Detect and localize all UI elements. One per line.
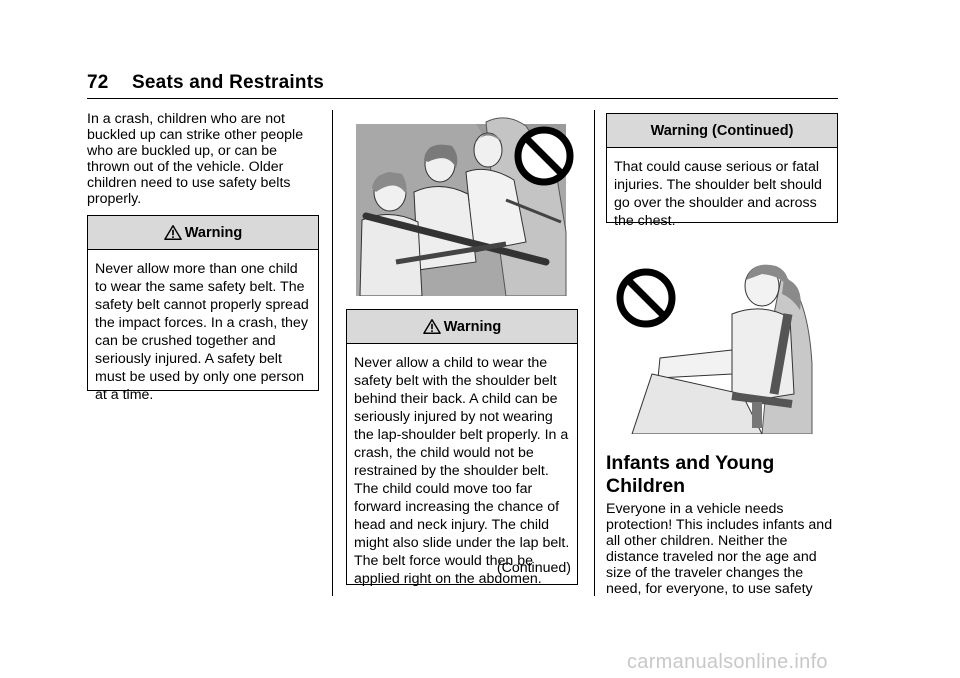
header-rule	[87, 98, 838, 99]
belt-behind-back-illustration	[612, 254, 818, 434]
body-paragraph: Everyone in a vehicle needs protection! This includes infants and all other children. Neither the distance traveled nor the age and size of the traveler changes the need, for everyone, to use safety	[606, 501, 833, 597]
warning-title: Warning	[443, 318, 502, 335]
warning-header	[607, 114, 837, 148]
warning-text: Never allow more than one child to wear the same safety belt. The safety belt cannot properly spread the impact forces. In a crash, they can be crushed together and seriously injured. A safety belt must be used by only one person at a time.	[95, 261, 309, 403]
section-title: Seats and Restraints	[132, 72, 324, 93]
section-heading: Infants and Young Children	[606, 452, 775, 497]
warning-title: Warning (Continued)	[650, 122, 794, 139]
warning-text: Never allow a child to wear the safety belt with the shoulder belt behind their back. A child can be seriously injured by not wearing the lap-shoulder belt properly. In a crash, the child would not be restrained by the shoulder belt. The child could move too far forward increasing the chance of head and neck injury. The child might also slide under the lap belt. The belt force would then be applied right on the abdomen.	[354, 355, 570, 587]
warning-title: Warning	[184, 224, 243, 241]
warning-triangle-icon	[423, 318, 441, 335]
page-number: 72	[87, 72, 109, 93]
warning-text: That could cause serious or fatal injuries. The shoulder belt should go over the shoulder and across the chest.	[614, 159, 822, 229]
warning-box-shared-belt	[87, 215, 319, 403]
warning-header	[88, 216, 318, 250]
intro-paragraph: In a crash, children who are not buckled up can strike other people who are buckled up, or can be thrown out of the vehicle. Older children need to use safety belts properly.	[87, 111, 304, 207]
watermark: carmanualsonline.info	[627, 651, 828, 673]
warning-triangle-icon	[164, 224, 182, 241]
page-header	[87, 72, 324, 94]
warning-box-belt-behind-back	[346, 309, 578, 585]
no-shared-belt-illustration	[356, 112, 578, 296]
warning-box-continued	[606, 113, 838, 229]
warning-header	[347, 310, 577, 344]
column-divider-1	[332, 110, 333, 596]
column-divider-2	[594, 110, 595, 596]
continued-label: (Continued)	[496, 560, 571, 576]
